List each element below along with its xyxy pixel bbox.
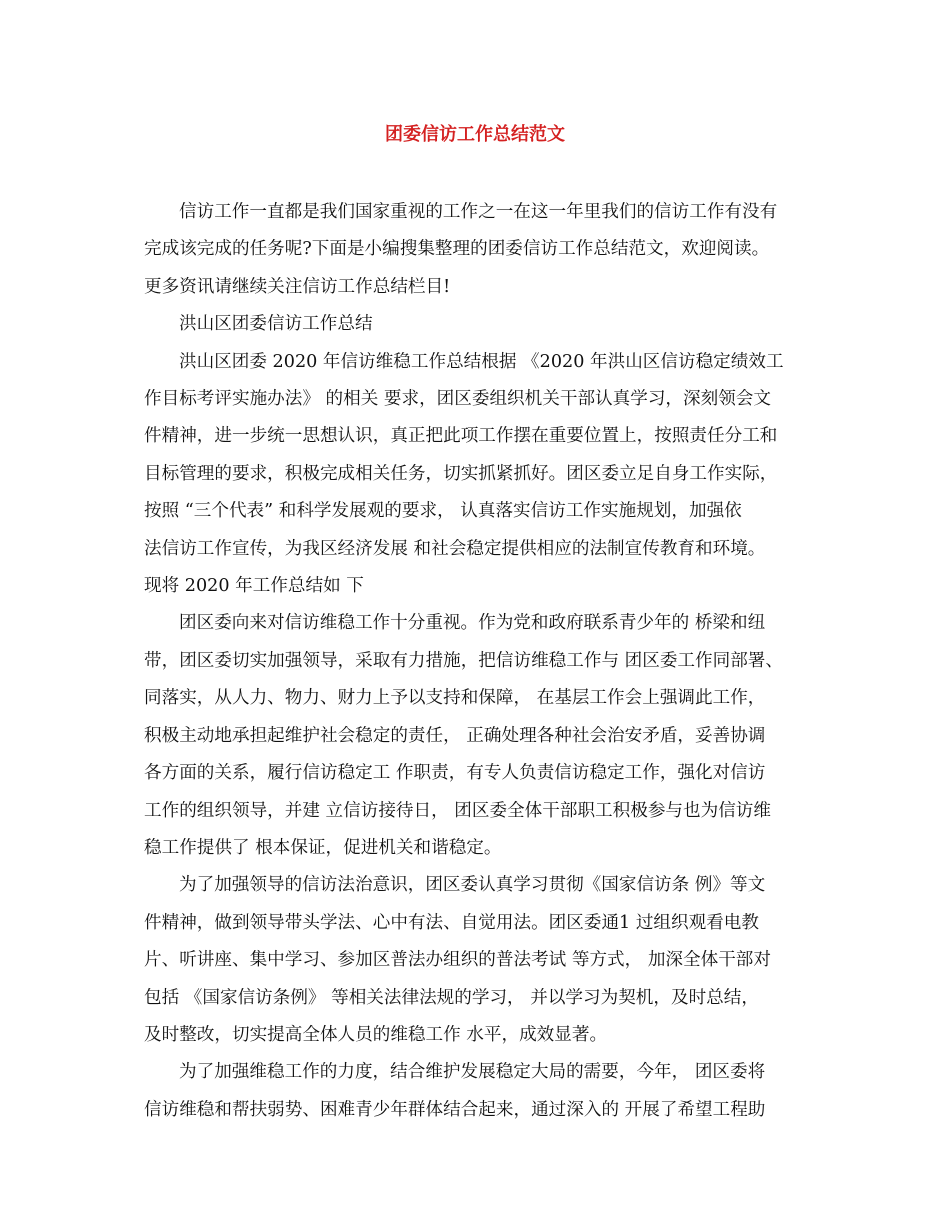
text-line: 带，团区委切实加强领导，采取有力措施，把信访维稳工作与 团区委工作同部署、 [144, 650, 783, 671]
text-line: 积极主动地承担起维护社会稳定的责任， 正确处理各种社会治安矛盾，妥善协调 [144, 725, 766, 746]
text-line: 件精神，做到领导带头学法、心中有法、自觉用法。团区委通1 过组织观看电教 [144, 912, 759, 933]
text-line: 工作的组织领导，并建 立信访接待日， 团区委全体干部职工积极参与也为信访维 [144, 800, 771, 821]
text-line: 按照 “三个代表” 和科学发展观的要求， 认真落实信访工作实施规划，加强依 [144, 501, 742, 522]
text-line: 作目标考评实施办法》 的相关 要求，团区委组织机关干部认真学习，深刻领会文 [144, 389, 771, 410]
text-line: 团区委向来对信访维稳工作十分重视。作为党和政府联系青少年的 桥梁和纽 [179, 613, 766, 634]
text-line: 为了加强维稳工作的力度，结合维护发展稳定大局的需要，今年， 团区委将 [179, 1062, 766, 1083]
text-line: 更多资讯请继续关注信访工作总结栏目! [144, 276, 451, 297]
text-line: 各方面的关系，履行信访稳定工 作职责，有专人负责信访稳定工作，强化对信访 [144, 763, 766, 784]
document-title: 团委信访工作总结范文 [385, 124, 565, 145]
text-line: 信访工作一直都是我们国家重视的工作之一在这一年里我们的信访工作有没有 [179, 202, 778, 222]
text-line: 完成该完成的任务呢?下面是小编搜集整理的团委信访工作总结范文，欢迎阅读。 [144, 239, 770, 260]
text-line: 法信访工作宣传，为我区经济发展 和社会稳定提供相应的法制宣传教育和环境。 [144, 538, 766, 559]
text-line: 洪山区团委 2020 年信访维稳工作总结根据 《2020 年洪山区信访稳定绩效工 [179, 351, 784, 372]
text-line: 稳工作提供了 根本保证，促进机关和谐稳定。 [144, 837, 502, 858]
text-line: 信访维稳和帮扶弱势、困难青少年群体结合起来，通过深入的 开展了希望工程助 [144, 1099, 766, 1120]
text-line: 同落实，从人力、物力、财力上予以支持和保障， 在基层工作会上强调此工作， [144, 688, 766, 709]
text-line: 片、听讲座、集中学习、参加区普法办组织的普法考试 等方式， 加深全体干部对 [144, 950, 771, 971]
text-line: 及时整改，切实提高全体人员的维稳工作 水平，成效显著。 [144, 1024, 608, 1045]
document-body [144, 194, 814, 1129]
text-line: 为了加强领导的信访法治意识，团区委认真学习贯彻《国家信访条 例》等文 [179, 875, 766, 896]
text-line: 包括 《国家信访条例》 等相关法律法规的学习， 并以学习为契机，及时总结， [144, 987, 759, 1008]
text-line: 目标管理的要求，积极完成相关任务，切实抓紧抓好。团区委立足自身工作实际， [144, 463, 778, 484]
text-line: 现将 2020 年工作总结如 下 [144, 576, 364, 597]
text-line: 件精神，进一步统一思想认识，真正把此项工作摆在重要位置上，按照责任分工和 [144, 426, 778, 447]
text-line: 洪山区团委信访工作总结 [179, 314, 373, 335]
